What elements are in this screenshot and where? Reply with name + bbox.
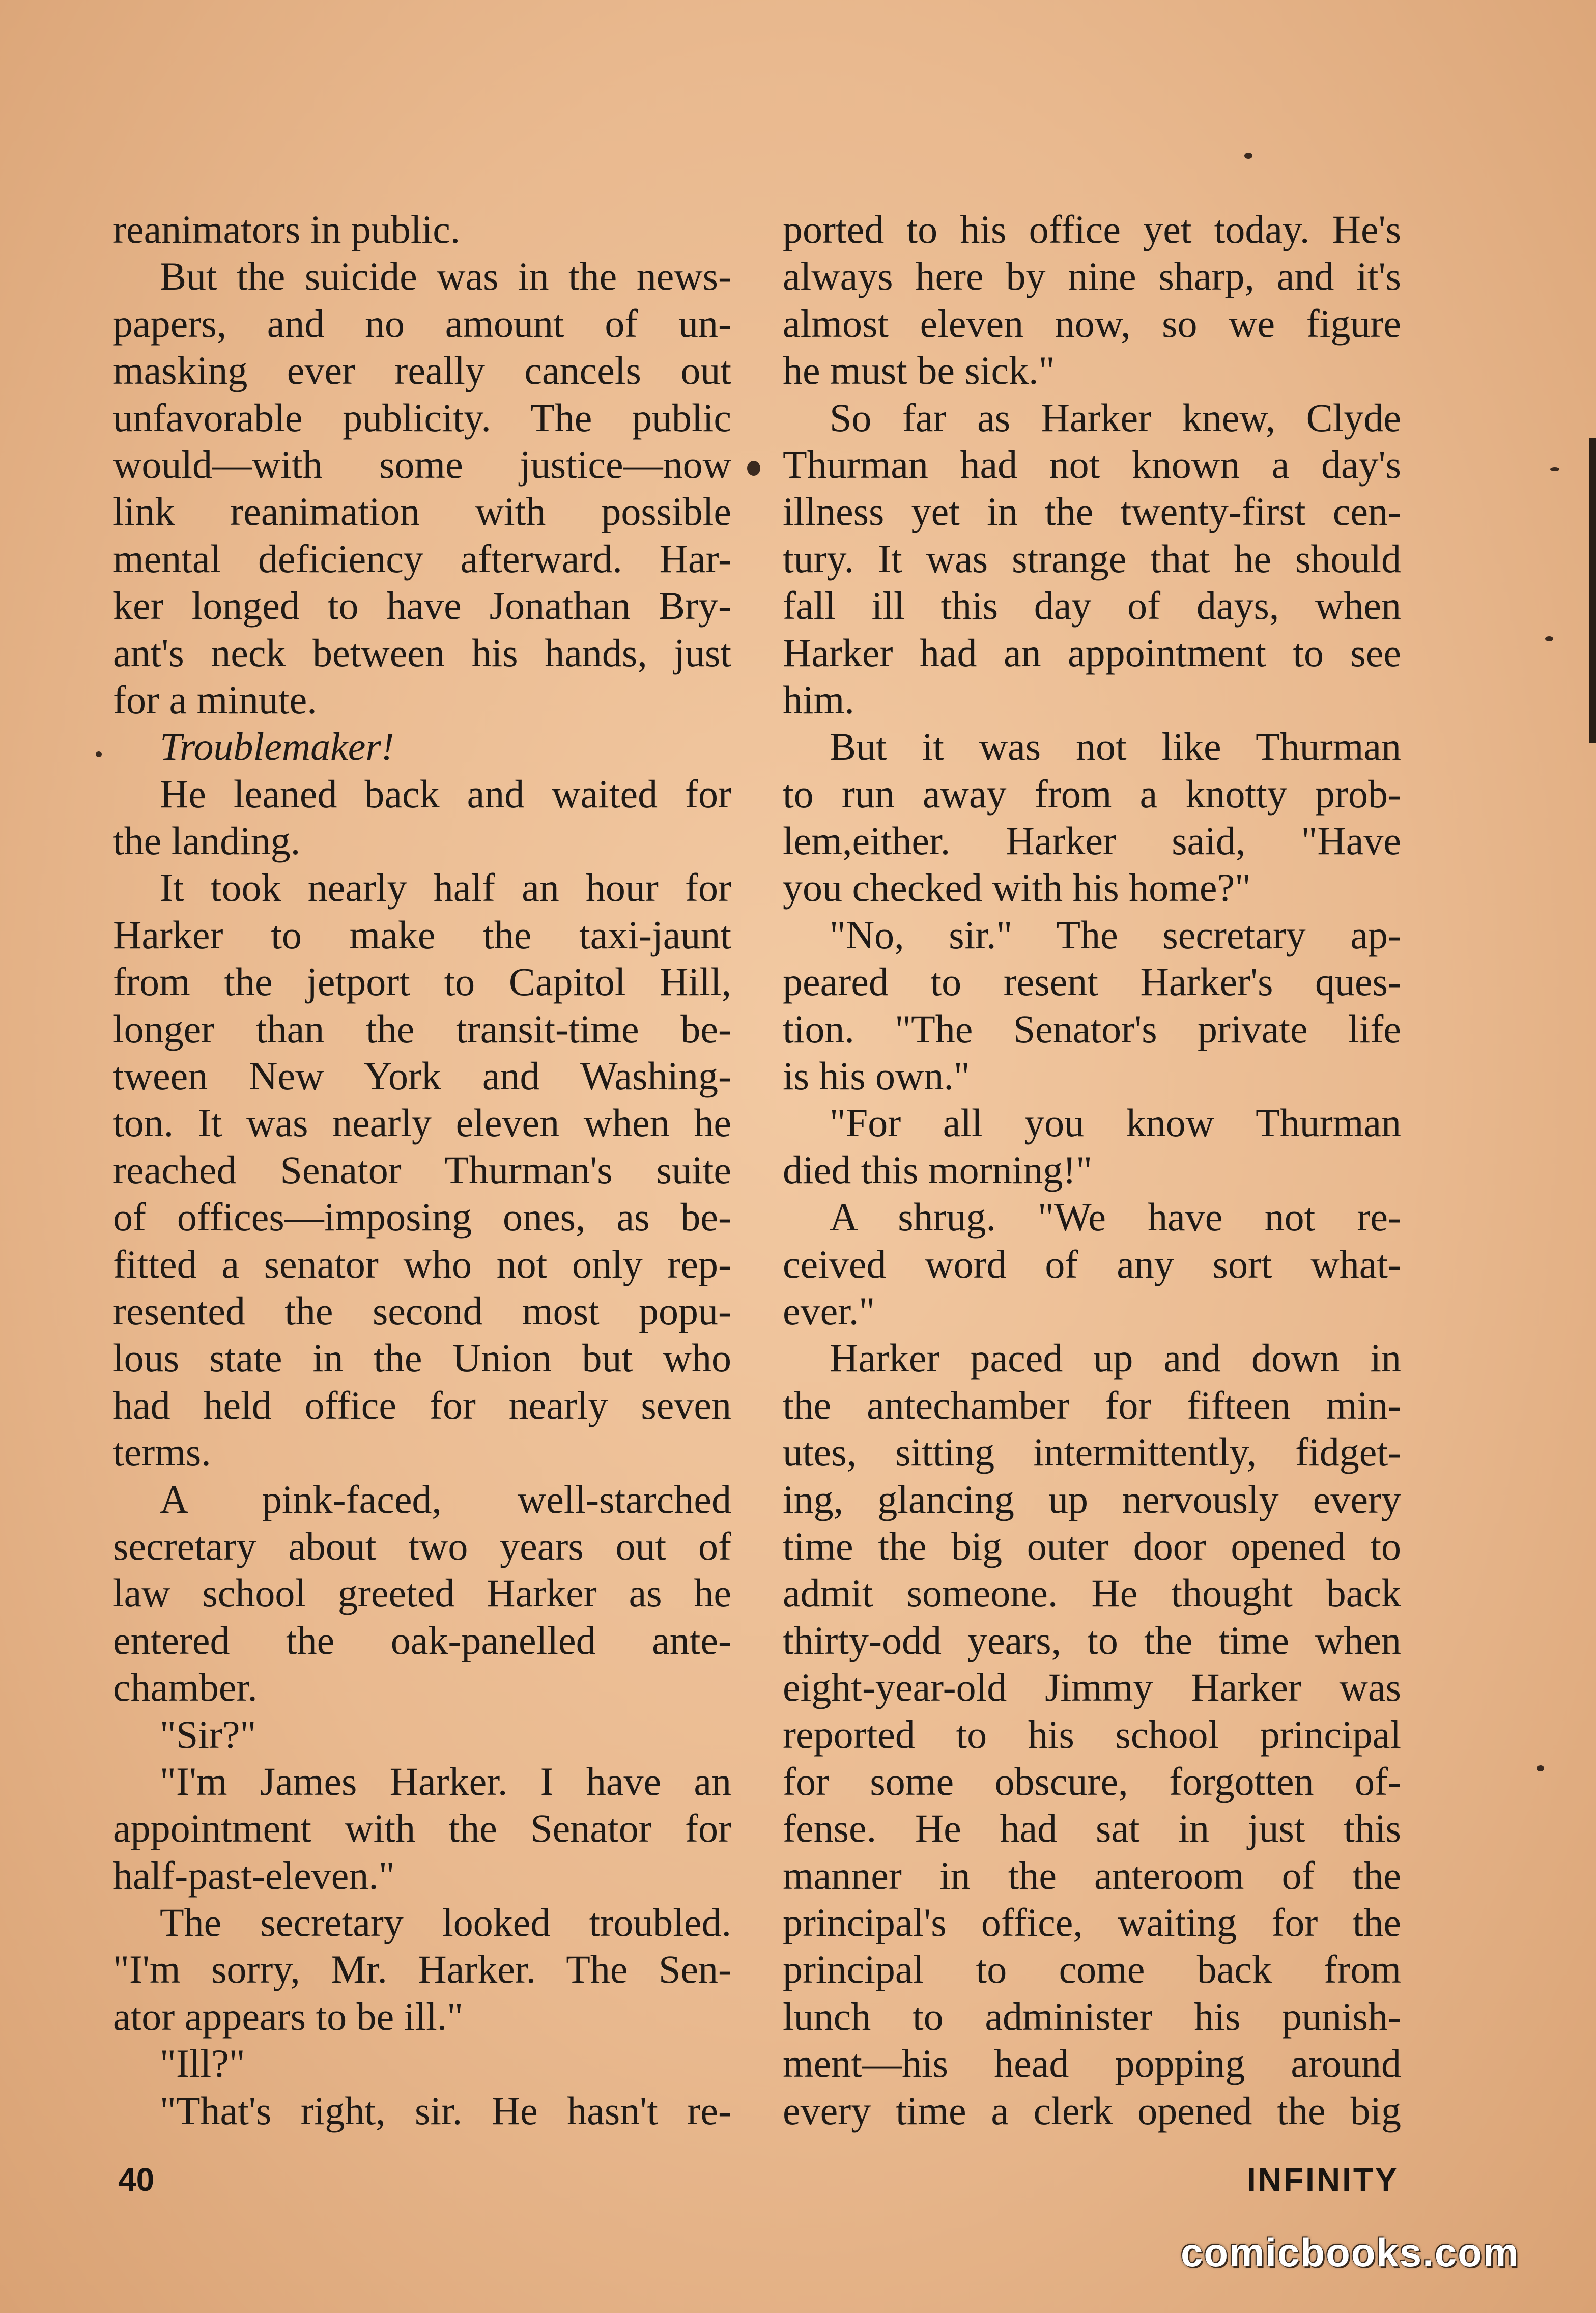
text-line: time the big outer door opened to [783,1524,1401,1568]
text-line: eight-year-old Jimmy Harker was [783,1665,1401,1710]
text-line: "Sir?" [160,1712,256,1757]
text-line: secretary about two years out of [113,1524,731,1568]
text-line: for some obscure, forgotten of- [783,1759,1401,1803]
text-line: is his own." [783,1054,970,1098]
text-line: masking ever really cancels out [113,348,731,393]
text-line: tween New York and Washing- [113,1054,731,1098]
text-line-italic: Troublemaker! [160,724,394,769]
text-line: from the jetport to Capitol Hill, [113,960,731,1004]
text-line: principal to come back from [783,1947,1401,1992]
text-line: terms. [113,1430,211,1475]
text-line: He leaned back and waited for [160,771,731,816]
text-line: But the suicide was in the news- [160,254,731,299]
page-edge-shadow [1589,438,1596,743]
text-line: ker longed to have Jonathan Bry- [113,583,731,628]
text-line: fall ill this day of days, when [783,583,1401,628]
text-line: half-past-eleven." [113,1853,395,1898]
paper-speck [96,751,102,757]
text-line: ant's neck between his hands, just [113,630,731,675]
text-line: "No, sir." The secretary ap- [830,912,1401,957]
text-line: had held office for nearly seven [113,1383,731,1427]
text-line: The secretary looked troubled. [160,1900,731,1945]
text-line: Harker paced up and down in [830,1336,1401,1380]
paper-speck [1244,153,1252,159]
text-line: always here by nine sharp, and it's [783,254,1401,299]
text-line: would—with some justice—now [113,442,731,487]
text-line: the landing. [113,819,301,863]
text-line: Thurman had not known a day's [783,442,1401,487]
page-number: 40 [118,2161,155,2198]
text-line: you checked with his home?" [783,865,1251,910]
text-line: reanimators in public. [113,207,461,251]
text-line: A shrug. "We have not re- [830,1195,1401,1239]
text-line: ing, glancing up nervously every [783,1477,1401,1521]
text-line: It took nearly half an hour for [160,865,731,910]
paper-speck [1545,636,1553,641]
text-line: tion. "The Senator's private life [783,1006,1401,1051]
text-line: appointment with the Senator for [113,1806,731,1851]
left-column [113,206,731,2134]
text-line: utes, sitting intermittently, fidget- [783,1430,1401,1475]
text-line: fense. He had sat in just this [783,1806,1401,1851]
text-line: thirty-odd years, to the time when [783,1618,1401,1662]
text-line: every time a clerk opened the big [783,2088,1401,2133]
text-line: him. [783,677,854,722]
text-line: chamber. [113,1665,258,1710]
text-line: he must be sick." [783,348,1055,393]
text-line: "For all you know Thurman [830,1101,1401,1145]
text-line: fitted a senator who not only rep- [113,1242,731,1286]
text-line: the antechamber for fifteen min- [783,1383,1401,1427]
text-line: ported to his office yet today. He's [783,207,1401,251]
text-line: A pink-faced, well-starched [160,1477,731,1521]
text-line: lunch to administer his punish- [783,1994,1401,2039]
text-line: ton. It was nearly eleven when he [113,1101,731,1145]
watermark: comicbooks.com [1181,2230,1520,2275]
text-line: principal's office, waiting for the [783,1900,1401,1945]
text-line: peared to resent Harker's ques- [783,960,1401,1004]
text-line: entered the oak-panelled ante- [113,1618,731,1662]
paper-speck [1550,467,1559,471]
text-line: ceived word of any sort what- [783,1242,1401,1286]
text-line: illness yet in the twenty-first cen- [783,489,1401,534]
text-line: for a minute. [113,677,317,722]
text-line: link reanimation with possible [113,489,731,534]
text-line: "I'm James Harker. I have an [160,1759,731,1803]
text-line: So far as Harker knew, Clyde [830,395,1401,440]
text-line: lem,either. Harker said, "Have [783,819,1401,863]
text-line: died this morning!" [783,1147,1093,1192]
text-line: But it was not like Thurman [830,724,1401,769]
text-line: law school greeted Harker as he [113,1571,731,1616]
text-line: tury. It was strange that he should [783,536,1401,581]
text-line: of offices—imposing ones, as be- [113,1195,731,1239]
text-line: ator appears to be ill." [113,1994,464,2039]
magazine-title: INFINITY [1247,2161,1399,2198]
text-line: "Ill?" [160,2041,245,2086]
text-line: Harker to make the taxi-jaunt [113,912,731,957]
text-line: reached Senator Thurman's suite [113,1147,731,1192]
text-line: almost eleven now, so we figure [783,301,1401,346]
paper-speck [747,461,760,476]
text-line: "That's right, sir. He hasn't re- [160,2088,731,2133]
text-line: admit someone. He thought back [783,1571,1401,1616]
text-line: lous state in the Union but who [113,1336,731,1380]
text-line: "I'm sorry, Mr. Harker. The Sen- [113,1947,731,1992]
text-line: to run away from a knotty prob- [783,771,1401,816]
text-line: Harker had an appointment to see [783,630,1401,675]
text-line: manner in the anteroom of the [783,1853,1401,1898]
right-column [783,206,1401,2134]
text-line: longer than the transit-time be- [113,1006,731,1051]
text-line: ment—his head popping around [783,2041,1401,2086]
text-line: resented the second most popu- [113,1288,731,1333]
text-line: papers, and no amount of un- [113,301,731,346]
text-line: mental deficiency afterward. Har- [113,536,731,581]
text-line: reported to his school principal [783,1712,1401,1757]
text-line: unfavorable publicity. The public [113,395,731,440]
paper-speck [1537,1765,1544,1771]
text-line: ever." [783,1288,875,1333]
